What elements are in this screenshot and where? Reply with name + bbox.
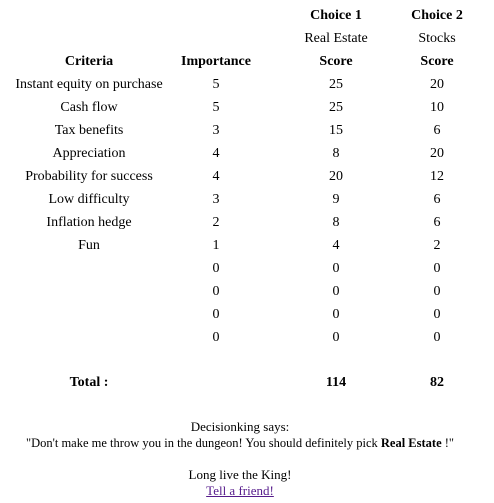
choice1-score-cell: 8	[332, 214, 340, 230]
criteria-cell	[2, 257, 176, 280]
importance-cell: 4	[212, 145, 220, 161]
column-header-row	[2, 50, 478, 73]
importance-cell: 1	[212, 237, 220, 253]
choice1-score-cell: 15	[329, 122, 343, 138]
choice1-score-cell: 25	[329, 99, 343, 115]
criteria-cell: Low difficulty	[48, 191, 130, 207]
criteria-row	[2, 303, 478, 326]
criteria-cell: Tax benefits	[54, 122, 124, 138]
criteria-cell	[2, 303, 176, 326]
importance-cell: 5	[212, 76, 220, 92]
total-label: Total :	[69, 375, 109, 390]
importance-cell: 0	[212, 260, 220, 276]
importance-cell: 2	[212, 214, 220, 230]
decisionking-says: Decisionking says:	[190, 419, 290, 434]
choice1-score-cell: 0	[332, 260, 340, 276]
verdict-quote-suffix: !"	[441, 436, 455, 450]
choice2-score-cell: 2	[433, 237, 441, 253]
choice2-score-cell: 0	[433, 283, 441, 299]
criteria-row	[2, 257, 478, 280]
choice1-score-cell: 9	[332, 191, 340, 207]
footer-block	[0, 467, 480, 499]
choice-title-row	[2, 4, 478, 27]
verdict-block	[0, 419, 480, 451]
importance-cell: 0	[212, 283, 220, 299]
choice2-score-cell: 0	[433, 260, 441, 276]
choice1-score-cell: 0	[332, 329, 340, 345]
choice1-score-cell: 0	[332, 306, 340, 322]
choice1-score-cell: 25	[329, 76, 343, 92]
criteria-header: Criteria	[64, 53, 114, 69]
importance-cell: 0	[212, 329, 220, 345]
importance-header: Importance	[181, 53, 251, 69]
criteria-cell: Appreciation	[52, 145, 126, 161]
choice2-score-cell: 6	[433, 191, 441, 207]
criteria-row	[2, 73, 478, 96]
verdict-quote-prefix: "Don't make me throw you in the dungeon! You should definitely pick	[25, 436, 381, 450]
choice1-name: Real Estate	[304, 30, 368, 46]
choice2-score-cell: 6	[433, 122, 441, 138]
choice1-score-cell: 4	[332, 237, 340, 253]
choice2-total: 82	[430, 375, 444, 390]
choice2-score-cell: 10	[430, 99, 444, 115]
verdict-winner: Real Estate	[380, 436, 442, 450]
criteria-cell	[2, 326, 176, 349]
choice2-score-header: Score	[420, 53, 454, 69]
criteria-row	[2, 142, 478, 165]
choice2-title: Choice 2	[411, 7, 463, 23]
importance-cell: 4	[212, 168, 220, 184]
criteria-cell: Inflation hedge	[46, 214, 132, 230]
choice1-score-cell: 20	[329, 168, 343, 184]
criteria-row	[2, 188, 478, 211]
choice2-score-cell: 0	[433, 329, 441, 345]
choice1-total: 114	[325, 375, 347, 390]
long-live-text: Long live the King!	[188, 467, 292, 482]
importance-cell: 0	[212, 306, 220, 322]
spacer-row	[2, 349, 478, 373]
verdict-quote	[0, 435, 480, 451]
criteria-cell: Fun	[78, 237, 100, 253]
criteria-row	[2, 234, 478, 257]
criteria-row	[2, 326, 478, 349]
choice1-title: Choice 1	[310, 7, 362, 23]
choice2-score-cell: 12	[430, 168, 444, 184]
importance-cell: 3	[212, 191, 220, 207]
tell-a-friend-link[interactable]: Tell a friend!	[206, 483, 274, 498]
total-row	[2, 373, 478, 393]
criteria-row	[2, 211, 478, 234]
criteria-row	[2, 280, 478, 303]
criteria-row	[2, 119, 478, 142]
choice-name-row	[2, 27, 478, 50]
choice2-score-cell: 6	[433, 214, 441, 230]
choice2-score-cell: 20	[430, 76, 444, 92]
choice2-name: Stocks	[418, 30, 456, 46]
choice1-score-cell: 0	[332, 283, 340, 299]
criteria-cell: Cash flow	[60, 99, 118, 115]
criteria-row	[2, 96, 478, 119]
choice2-score-cell: 0	[433, 306, 441, 322]
choice1-score-cell: 8	[332, 145, 340, 161]
choice1-score-header: Score	[319, 53, 353, 69]
importance-cell: 5	[212, 99, 220, 115]
importance-cell: 3	[212, 122, 220, 138]
criteria-row	[2, 165, 478, 188]
criteria-cell: Instant equity on purchase	[15, 76, 163, 92]
choice2-score-cell: 20	[430, 145, 444, 161]
results-table	[2, 4, 478, 393]
criteria-cell: Probability for success	[25, 168, 153, 184]
criteria-cell	[2, 280, 176, 303]
